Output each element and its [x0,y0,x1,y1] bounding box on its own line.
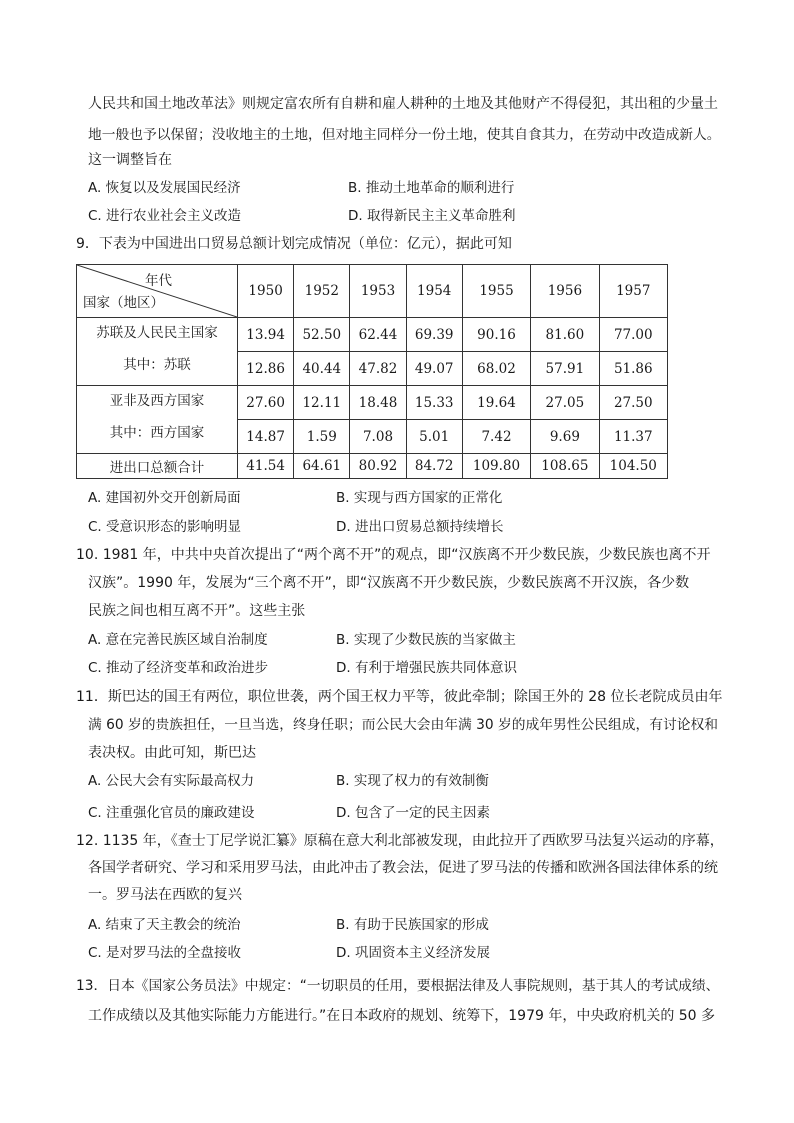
q10-option-a[interactable]: A. 意在完善民族区域自治制度 [88,632,268,648]
table-cell: 109.80 [462,454,530,479]
year-1952: 1952 [294,265,350,318]
q9-option-c[interactable]: C. 受意识形态的影响明显 [88,519,242,535]
table-cell: 14.87 [238,420,294,454]
q9-option-b[interactable]: B. 实现与西方国家的正常化 [336,490,503,506]
table-cell: 64.61 [294,454,350,479]
table-cell: 9.69 [531,420,599,454]
q12-option-b[interactable]: B. 有助于民族国家的形成 [336,917,489,933]
row-label-group1 [77,318,238,386]
q10-line-3: 民族之间也相互离不开”。这些主张 [88,603,306,619]
table-cell: 69.39 [406,318,462,352]
trade-table [76,264,668,479]
table-cell: 77.00 [599,318,667,352]
table-cell: 5.01 [406,420,462,454]
q9-option-a[interactable]: A. 建国初外交开创新局面 [88,490,241,506]
table-cell: 27.05 [531,386,599,420]
row-label-total: 进出口总额合计 [77,454,238,479]
table-cell: 12.11 [294,386,350,420]
table-cell: 90.16 [462,318,530,352]
q11-option-a[interactable]: A. 公民大会有实际最高权力 [88,773,255,789]
table-cell: 7.08 [350,420,406,454]
q8-option-a[interactable]: A. 恢复以及发展国民经济 [88,180,241,196]
q12-line-2: 各国学者研究、学习和采用罗马法，由此冲击了教会法，促进了罗马法的传播和欧洲各国法律体系的统 [88,860,718,876]
header-country-label: 国家（地区） [83,295,164,311]
q11-option-b[interactable]: B. 实现了权力的有效制衡 [336,773,489,789]
q10-option-b[interactable]: B. 实现了少数民族的当家做主 [336,632,516,648]
year-1950: 1950 [238,265,294,318]
table-cell: 104.50 [599,454,667,479]
q11-line-3: 表决权。由此可知，斯巴达 [88,745,256,761]
table-cell: 12.86 [238,352,294,386]
table-cell: 81.60 [531,318,599,352]
table-cell: 84.72 [406,454,462,479]
table-cell: 7.42 [462,420,530,454]
q8-option-c[interactable]: C. 进行农业社会主义改造 [88,208,242,224]
group2-name: 亚非及西方国家 [109,393,205,409]
q8-line-2: 地一般也予以保留；没收地主的土地，但对地主同样分一份土地，使其自食其力，在劳动中改造成新人。 [88,127,721,143]
table-cell: 57.91 [531,352,599,386]
year-1956: 1956 [531,265,599,318]
q11-line-1: 11．斯巴达的国王有两位，职位世袭，两个国王权力平等，彼此牵制；除国王外的 28 位长老院成员由年 [76,689,723,705]
q11-option-d[interactable]: D. 包含了一定的民主因素 [336,805,490,821]
table-cell: 13.94 [238,318,294,352]
table-cell: 52.50 [294,318,350,352]
q10-option-d[interactable]: D. 有利于增强民族共同体意识 [336,660,517,676]
q12-line-1: 12. 1135 年，《查士丁尼学说汇纂》原稿在意大利北部被发现，由此拉开了西欧罗马法复兴运动的序幕， [76,833,724,849]
q9-stem: 9．下表为中国进出口贸易总额计划完成情况（单位：亿元），据此可知 [76,236,512,252]
table-cell: 108.65 [531,454,599,479]
table-cell: 80.92 [350,454,406,479]
group1-sub-name: 其中：苏联 [123,357,191,373]
year-1955: 1955 [462,265,530,318]
table-header-corner [77,265,238,318]
table-cell: 68.02 [462,352,530,386]
q12-option-d[interactable]: D. 巩固资本主义经济发展 [336,945,490,961]
q13-line-2: 工作成绩以及其他实际能力方能进行。”在日本政府的规划、统筹下，1979 年，中央政府机关的 50 多 [88,1008,716,1024]
table-cell: 51.86 [599,352,667,386]
table-cell: 11.37 [599,420,667,454]
q12-option-c[interactable]: C. 是对罗马法的全盘接收 [88,945,242,961]
table-cell: 49.07 [406,352,462,386]
header-year-label: 年代 [145,273,172,289]
table-cell: 27.50 [599,386,667,420]
table-cell: 62.44 [350,318,406,352]
q8-line-3: 这一调整旨在 [88,152,172,168]
q11-option-c[interactable]: C. 注重强化官员的廉政建设 [88,805,255,821]
q11-line-2: 满 60 岁的贵族担任，一旦当选，终身任职；而公民大会由年满 30 岁的成年男性公民组成，有讨论权和 [88,717,718,733]
table-cell: 15.33 [406,386,462,420]
table-cell: 41.54 [238,454,294,479]
table-cell: 40.44 [294,352,350,386]
table-cell: 19.64 [462,386,530,420]
row-label-group2 [77,386,238,454]
q12-line-3: 一。罗马法在西欧的复兴 [88,887,242,903]
q12-option-a[interactable]: A. 结束了天主教会的统治 [88,917,241,933]
q10-line-2: 汉族”。1990 年，发展为“三个离不开”，即“汉族离不开少数民族，少数民族离不开汉族，各少数 [88,575,690,591]
q8-option-d[interactable]: D. 取得新民主主义革命胜利 [348,208,516,224]
group2-sub-name: 其中：西方国家 [109,425,205,441]
year-1957: 1957 [599,265,667,318]
table-cell: 18.48 [350,386,406,420]
table-cell: 27.60 [238,386,294,420]
group1-name: 苏联及人民民主国家 [96,325,218,341]
q9-option-d[interactable]: D. 进出口贸易总额持续增长 [336,519,504,535]
q13-line-1: 13．日本《国家公务员法》中规定：“一切职员的任用，要根据法律及人事院规则，基于其人的考试成绩、 [76,978,720,994]
q8-line-1: 人民共和国土地改革法》则规定富农所有自耕和雇人耕种的土地及其他财产不得侵犯，其出租的少量土 [88,96,718,112]
q10-option-c[interactable]: C. 推动了经济变革和政治进步 [88,660,269,676]
table-cell: 47.82 [350,352,406,386]
year-1953: 1953 [350,265,406,318]
year-1954: 1954 [406,265,462,318]
q10-line-1: 10. 1981 年，中共中央首次提出了“两个离不开”的观点，即“汉族离不开少数民族，少数民族也离不开 [76,547,711,563]
q8-option-b[interactable]: B. 推动土地革命的顺利进行 [348,180,515,196]
table-cell: 1.59 [294,420,350,454]
